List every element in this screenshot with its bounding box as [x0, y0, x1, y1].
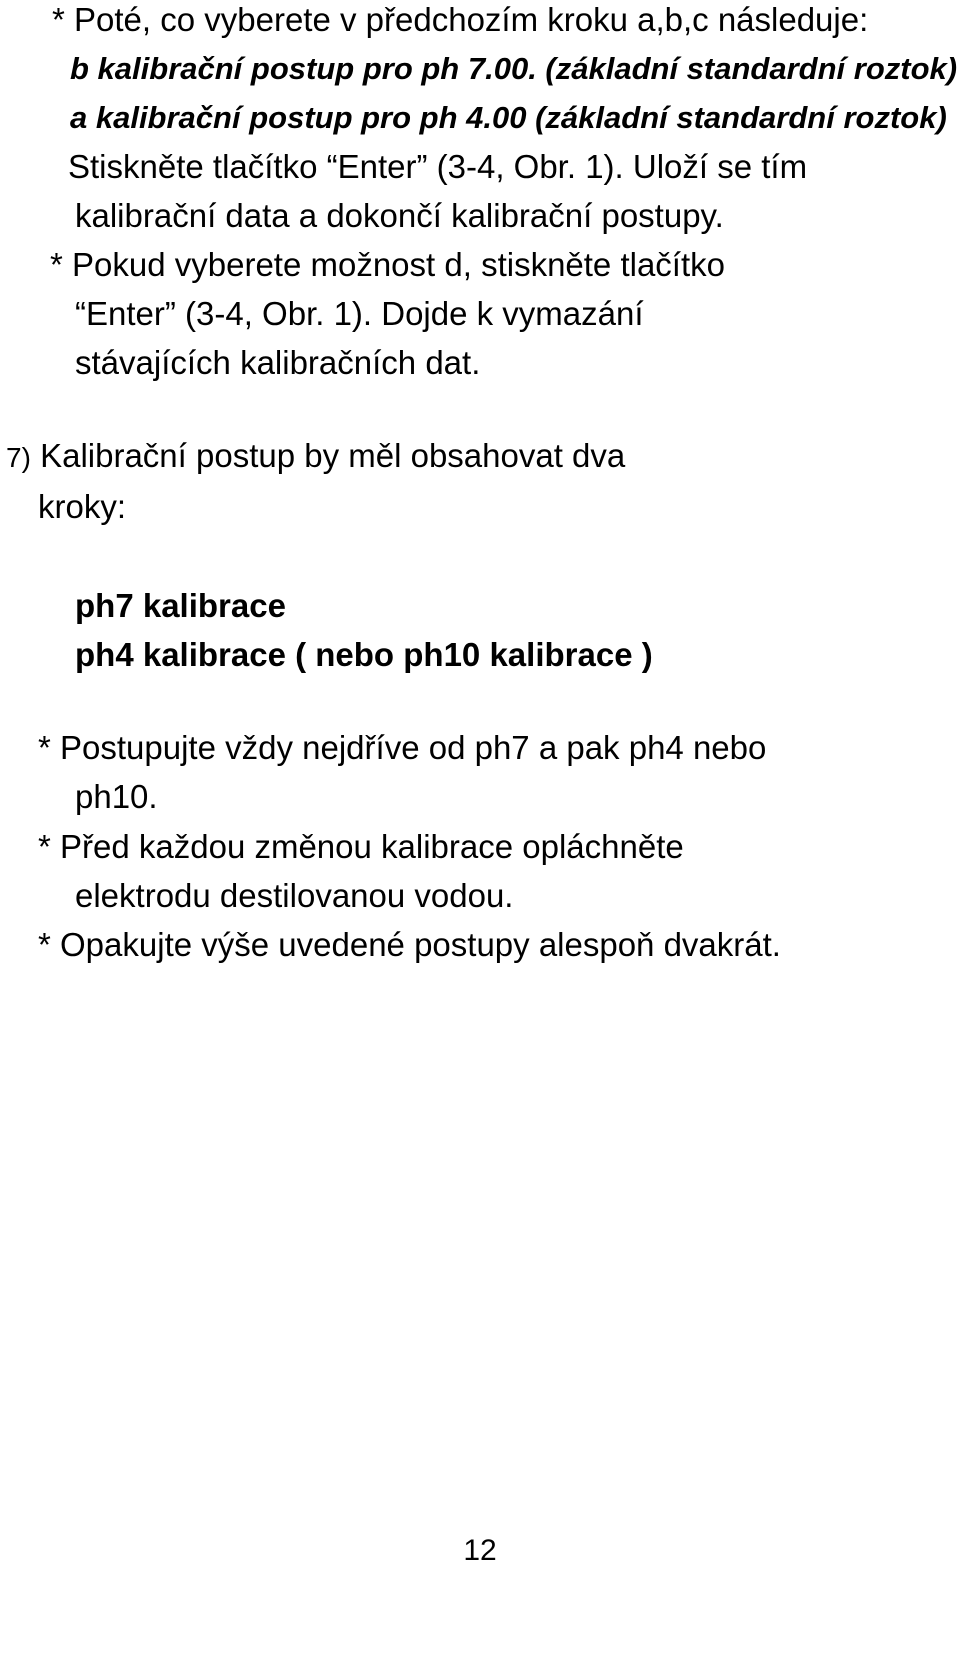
- text-line-ph4-procedure: a kalibrační postup pro ph 4.00 (základní standardní roztok): [70, 100, 947, 135]
- list-item: ph7 kalibrace: [75, 587, 286, 624]
- step-number-label: 7): [6, 442, 31, 473]
- step-text: Kalibrační postup by měl obsahovat dva: [40, 437, 626, 474]
- text-line-existing-data: stávajících kalibračních dat.: [75, 344, 481, 381]
- text-line-press-enter: Stiskněte tlačítko “Enter” (3-4, Obr. 1). Uloží se tím: [68, 148, 808, 185]
- note-line: elektrodu destilovanou vodou.: [75, 877, 514, 914]
- note-line: * Před každou změnou kalibrace opláchněte: [38, 828, 684, 865]
- text-line-ph7-procedure: b kalibrační postup pro ph 7.00. (základní standardní roztok): [70, 51, 958, 86]
- page-number: 12: [463, 1534, 497, 1567]
- text-line-enter-delete: “Enter” (3-4, Obr. 1). Dojde k vymazání: [75, 295, 644, 332]
- note-line: * Postupujte vždy nejdříve od ph7 a pak ph4 nebo: [38, 729, 767, 766]
- text-line-option-d: * Pokud vyberete možnost d, stiskněte tlačítko: [50, 246, 726, 283]
- note-line: * Opakujte výše uvedené postupy alespoň dvakrát.: [38, 926, 781, 963]
- step-text-continued: kroky:: [38, 488, 127, 525]
- text-line-after-selection: * Poté, co vyberete v předchozím kroku a,b,c následuje:: [52, 1, 869, 38]
- note-line: ph10.: [75, 778, 158, 815]
- step-number: [6, 436, 625, 478]
- list-item: ph4 kalibrace ( nebo ph10 kalibrace ): [75, 636, 653, 673]
- text-line-save-data: kalibrační data a dokončí kalibrační postupy.: [75, 197, 724, 234]
